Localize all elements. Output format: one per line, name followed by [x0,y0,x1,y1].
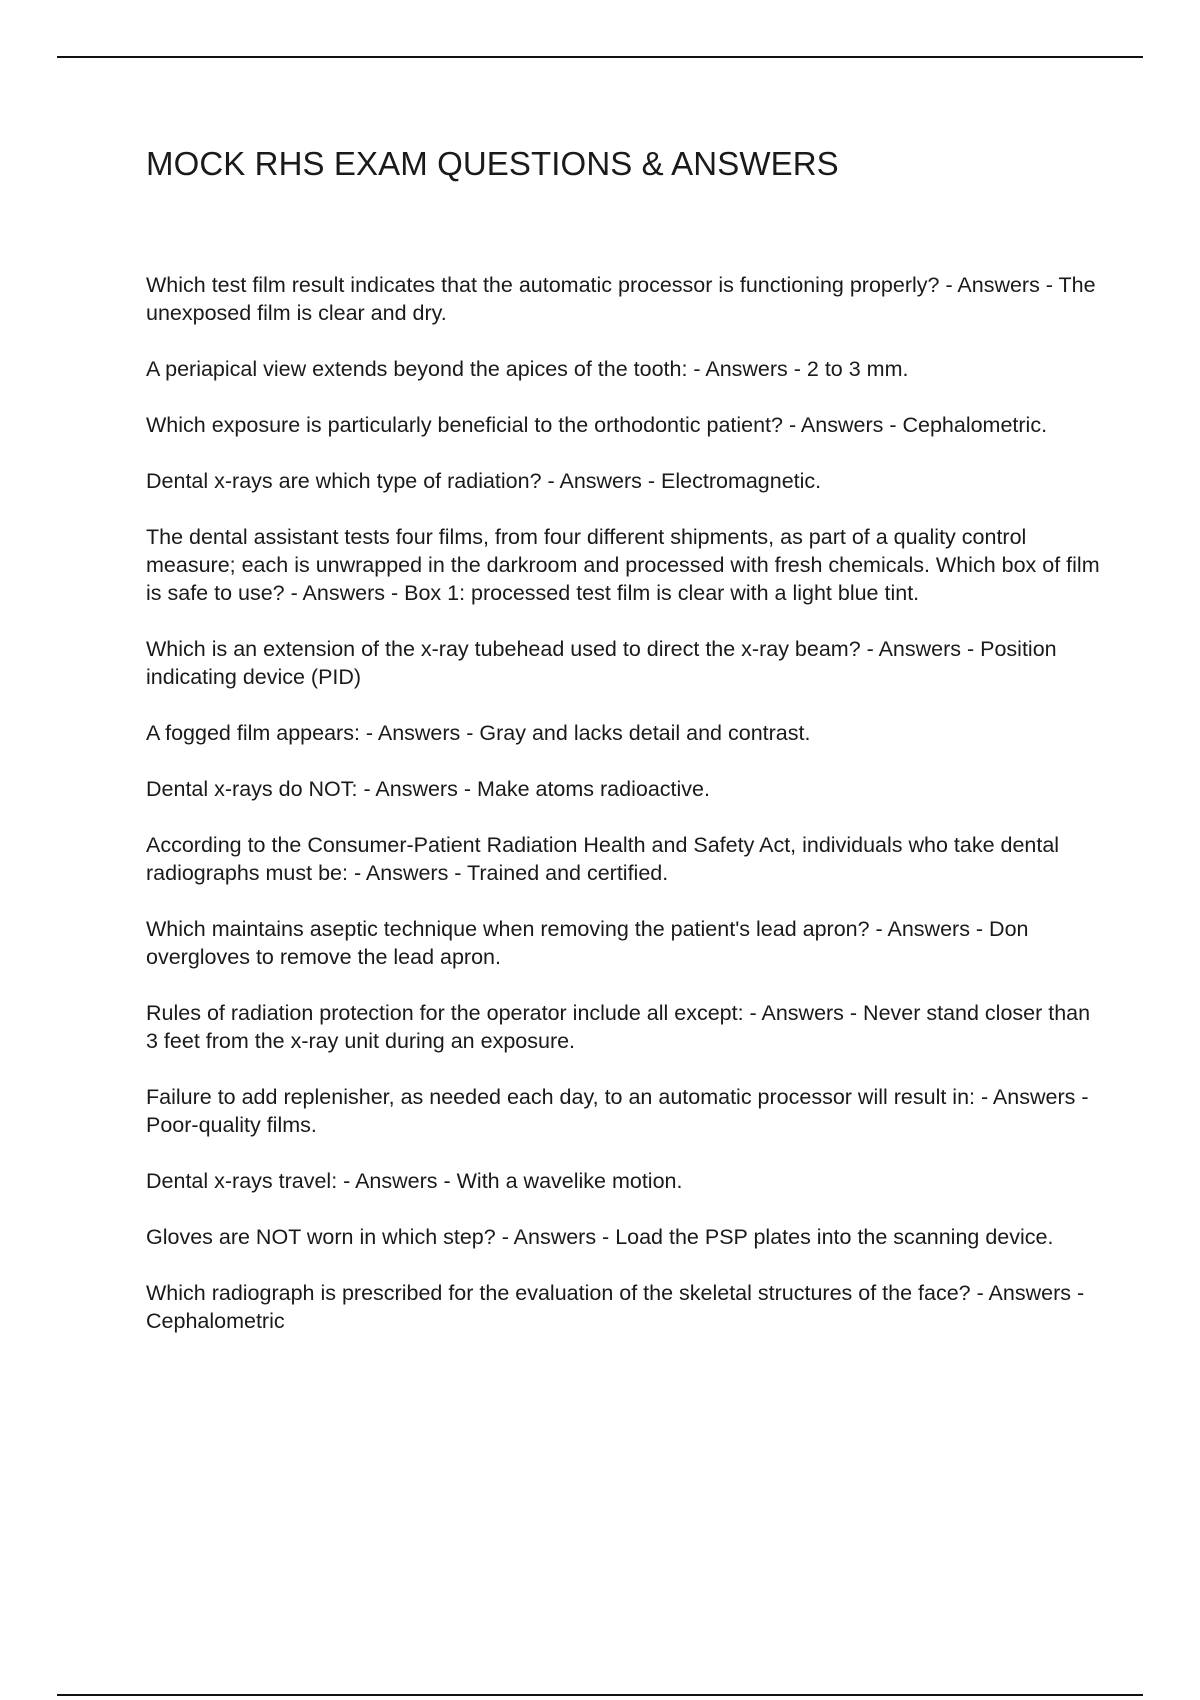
qa-item: Dental x-rays are which type of radiation? - Answers - Electromagnetic. [146,469,822,493]
qa-item: Gloves are NOT worn in which step? - Answers - Load the PSP plates into the scanning device. [146,1225,1054,1249]
qa-item: According to the Consumer-Patient Radiation Health and Safety Act, individuals who take dental radiographs must be: - Answers - Trained and certified. [146,833,1060,885]
qa-item: Which test film result indicates that the automatic processor is functioning properly? - Answers - The unexposed film is clear and dry. [146,273,1096,325]
footer-rule [57,1694,1143,1696]
qa-list [146,271,1106,1363]
qa-item: Which exposure is particularly beneficial to the orthodontic patient? - Answers - Cephalometric. [146,413,1048,437]
qa-item: The dental assistant tests four films, from four different shipments, as part of a quality control measure; each is unwrapped in the darkroom and processed with fresh chemicals. Which box of film is safe to use? - Answers - Box 1: processed test film is clear with a light blue tint. [146,525,1100,605]
qa-item: Failure to add replenisher, as needed each day, to an automatic processor will result in: - Answers - Poor-quality films. [146,1085,1089,1137]
qa-item: Rules of radiation protection for the operator include all except: - Answers - Never stand closer than 3 feet from the x-ray unit during an exposure. [146,1001,1091,1053]
qa-item: Dental x-rays do NOT: - Answers - Make atoms radioactive. [146,777,710,801]
header-rule [57,56,1143,58]
qa-item: A periapical view extends beyond the apices of the tooth: - Answers - 2 to 3 mm. [146,357,909,381]
qa-item: Which is an extension of the x-ray tubehead used to direct the x-ray beam? - Answers - Position indicating device (PID) [146,637,1057,689]
document-title: MOCK RHS EXAM QUESTIONS & ANSWERS [146,145,839,182]
qa-item: Which radiograph is prescribed for the evaluation of the skeletal structures of the face? - Answers - Cephalometric [146,1281,1085,1333]
qa-item: A fogged film appears: - Answers - Gray and lacks detail and contrast. [146,721,811,745]
qa-item: Which maintains aseptic technique when removing the patient's lead apron? - Answers - Don overgloves to remove the lead apron. [146,917,1029,969]
qa-item: Dental x-rays travel: - Answers - With a wavelike motion. [146,1169,683,1193]
